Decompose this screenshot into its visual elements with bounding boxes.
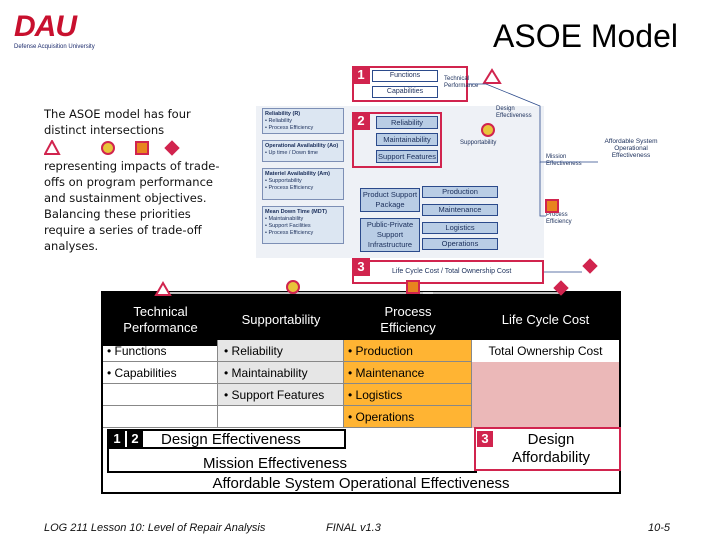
dau-logo <box>12 10 112 56</box>
maintenance-pill: Maintenance <box>422 204 498 216</box>
diamond-icon <box>165 141 179 155</box>
diamond-marker-icon <box>583 259 597 273</box>
public-private-infrastructure: Public-Private Support Infrastructure <box>360 218 420 252</box>
cell-empty <box>218 406 344 428</box>
operations-pill: Operations <box>422 238 498 250</box>
cell-maintenance: • Maintenance <box>344 362 472 384</box>
circle-marker-icon <box>287 281 299 293</box>
cell-production: • Production <box>344 340 472 362</box>
affordable-ops-text: Affordable System Operational Effectiveness <box>212 475 510 492</box>
cell-capabilities: • Capabilities <box>103 362 218 384</box>
table-badge-1: 1 <box>109 431 125 447</box>
logo-subtitle: Defense Acquisition University <box>14 44 95 50</box>
slide-title: ASOE Model <box>493 18 678 54</box>
table-arrows <box>103 281 623 307</box>
mission-effectiveness-label: Mission Effectiveness <box>546 154 582 167</box>
footer-version: FINAL v1.3 <box>326 522 381 534</box>
footer-course: LOG 211 Lesson 10: Level of Repair Analysis <box>44 522 266 534</box>
capabilities-box: Capabilities <box>372 86 438 98</box>
reliability-block: Reliability (R) • Reliability • Process Efficiency <box>262 108 344 134</box>
design-effectiveness-text: Design Effectiveness <box>161 430 301 448</box>
badge-2: 2 <box>352 112 370 130</box>
header-supportability: Supportability <box>218 293 344 346</box>
reliability-block-title: Reliability (R) <box>265 111 301 117</box>
cell-reliability: • Reliability <box>218 340 344 362</box>
mdt-block-title: Mean Down Time (MDT) <box>265 209 327 215</box>
circle-marker-icon <box>482 124 494 136</box>
functions-box: Functions <box>372 70 438 82</box>
design-effectiveness-label: Design Effectiveness <box>496 106 532 119</box>
header-life-cycle-cost: Life Cycle Cost <box>472 293 619 346</box>
process-efficiency-label: Process Efficiency <box>546 212 572 225</box>
triangle-marker-icon <box>484 70 500 83</box>
cell-logistics: • Logistics <box>344 384 472 406</box>
header-process-efficiency: Process Efficiency <box>344 293 472 346</box>
supportability-label: Supportability <box>460 140 497 146</box>
footer-page: 10-5 <box>648 522 671 534</box>
intro-text-2: representing impacts of trade-offs on program performance and sustainment objectives. Balancing these priorities require a series of trade-off analyses. <box>44 159 220 253</box>
square-marker-icon <box>546 200 558 212</box>
cell-support-features: • Support Features <box>218 384 344 406</box>
materiel-block-title: Materiel Availability (Am) <box>265 171 330 177</box>
affordable-ops-label: Affordable System Operational Effectiveness <box>604 138 658 159</box>
cell-operations: • Operations <box>344 406 472 428</box>
cell-lcc-fill <box>472 362 619 428</box>
cell-empty <box>103 406 218 428</box>
availability-block: Operational Availability (Ao) • Up time / Down time <box>262 140 344 162</box>
production-pill: Production <box>422 186 498 198</box>
badge-1: 1 <box>352 66 370 84</box>
availability-block-title: Operational Availability (Ao) <box>265 143 339 149</box>
asoe-diagram <box>256 66 658 284</box>
diagram-connectors <box>256 66 610 284</box>
table-badge-3: 3 <box>477 431 493 447</box>
lcc-label: Life Cycle Cost / Total Ownership Cost <box>392 268 512 275</box>
maintainability-pill: Maintainability <box>376 133 438 146</box>
connector-line <box>468 84 598 162</box>
cell-maintainability: • Maintainability <box>218 362 344 384</box>
logistics-pill: Logistics <box>422 222 498 234</box>
circle-icon <box>102 142 114 154</box>
mdt-block: Mean Down Time (MDT) • Maintainability • Support Facilities • Process Efficiency <box>262 206 344 244</box>
materiel-block: Materiel Availability (Am) • Supportability • Process Efficiency <box>262 168 344 200</box>
square-icon <box>136 142 148 154</box>
table-badge-2: 2 <box>127 431 143 447</box>
design-affordability-text: Design Affordability <box>511 431 591 466</box>
header-technical-performance: Technical Performance <box>103 293 218 346</box>
cell-total-ownership-cost: Total Ownership Cost <box>472 340 619 362</box>
triangle-marker-icon <box>156 283 170 295</box>
logo-text: DAU <box>14 10 76 43</box>
badge-3: 3 <box>352 258 370 276</box>
reliability-pill: Reliability <box>376 116 438 129</box>
intersection-shapes <box>44 140 194 156</box>
mission-effectiveness-text: Mission Effectiveness <box>203 454 347 472</box>
support-features-pill: Support Features <box>376 150 438 163</box>
product-support-package: Product Support Package <box>360 188 420 212</box>
cell-functions: • Functions <box>103 340 218 362</box>
cell-empty <box>103 384 218 406</box>
square-marker-icon <box>407 281 419 293</box>
asoe-table <box>101 291 621 494</box>
triangle-icon <box>45 141 59 154</box>
intro-text-1: The ASOE model has four distinct intersections <box>44 107 191 137</box>
technical-performance-label: Technical Performance <box>444 76 479 89</box>
